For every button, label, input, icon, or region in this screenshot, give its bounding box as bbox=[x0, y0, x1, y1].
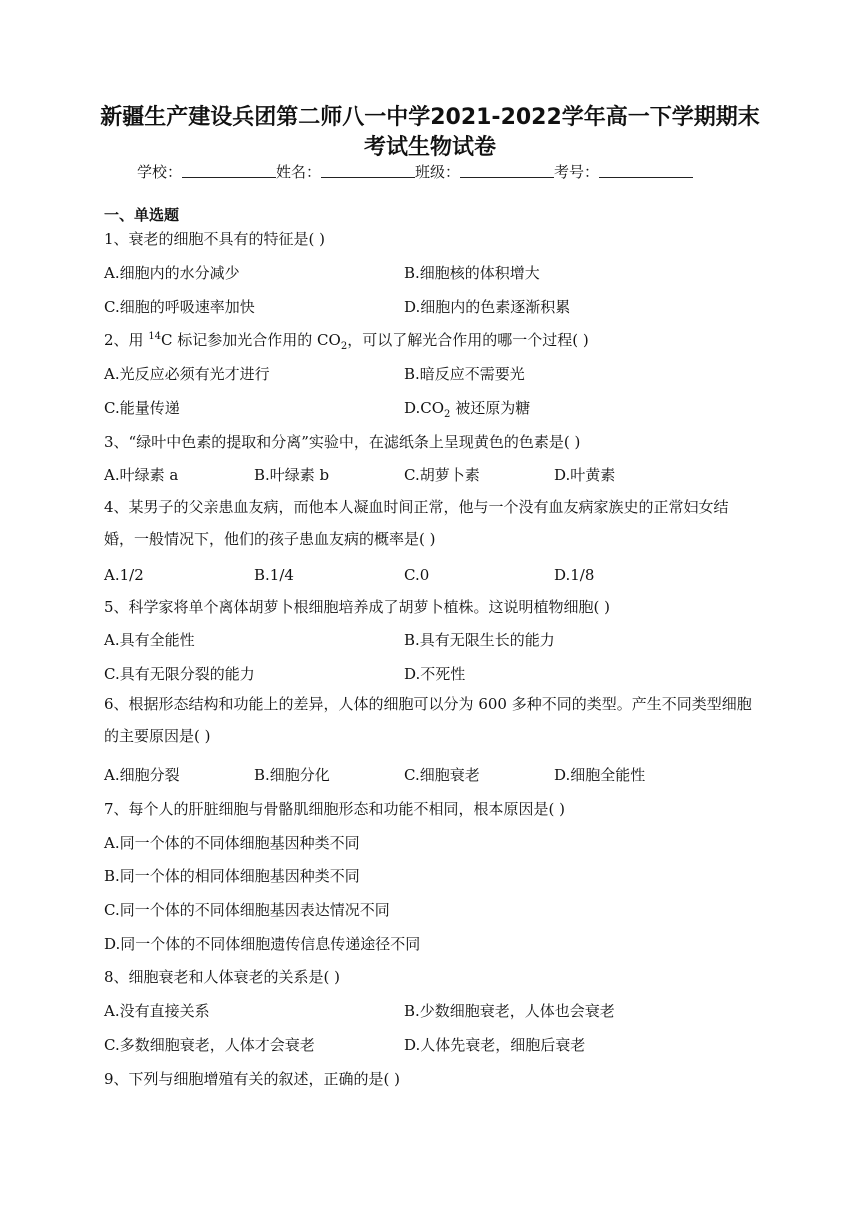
question-5-stem: 5、科学家将单个离体胡萝卜根细胞培养成了胡萝卜植株。这说明植物细胞( ) bbox=[104, 598, 611, 616]
question-1-option-a: A.细胞内的水分减少 bbox=[104, 264, 240, 282]
q2-stem-sup: 14 bbox=[148, 331, 162, 342]
question-2-option-c: C.能量传递 bbox=[104, 399, 180, 417]
question-3-option-c: C.胡萝卜素 bbox=[404, 466, 480, 484]
q2-d-post: 被还原为糖 bbox=[450, 399, 531, 417]
school-label: 学校： bbox=[137, 163, 183, 181]
question-4-option-b: B.1/4 bbox=[254, 566, 294, 584]
number-label: 考号： bbox=[554, 163, 600, 181]
question-5-option-a: A.具有全能性 bbox=[104, 631, 195, 649]
question-7-option-c: C.同一个体的不同体细胞基因表达情况不同 bbox=[104, 901, 390, 919]
question-7-option-b: B.同一个体的相同体细胞基因种类不同 bbox=[104, 867, 360, 885]
question-6-option-b: B.细胞分化 bbox=[254, 766, 330, 784]
question-9-stem: 9、下列与细胞增殖有关的叙述，正确的是( ) bbox=[104, 1070, 401, 1088]
q2-stem-sub: 2 bbox=[340, 341, 348, 352]
question-1-option-d: D.细胞内的色素逐渐积累 bbox=[404, 298, 571, 316]
q2-d-pre: D.CO bbox=[404, 399, 445, 417]
question-3-stem: 3、“绿叶中色素的提取和分离”实验中，在滤纸条上呈现黄色的色素是( ) bbox=[104, 433, 581, 451]
q2-stem-post: ，可以了解光合作用的哪一个过程( ) bbox=[347, 331, 589, 349]
question-8-option-a: A.没有直接关系 bbox=[104, 1002, 210, 1020]
question-2-option-d bbox=[404, 397, 530, 420]
class-blank[interactable] bbox=[460, 163, 554, 178]
question-1-option-b: B.细胞核的体积增大 bbox=[404, 264, 540, 282]
question-2-option-b: B.暗反应不需要光 bbox=[404, 365, 525, 383]
question-4-option-c: C.0 bbox=[404, 566, 430, 584]
class-label: 班级： bbox=[415, 163, 461, 181]
question-7-stem: 7、每个人的肝脏细胞与骨骼肌细胞形态和功能不相同，根本原因是( ) bbox=[104, 800, 566, 818]
q2-stem-pre: 2、用 bbox=[104, 331, 149, 349]
question-3-option-d: D.叶黄素 bbox=[554, 466, 616, 484]
question-7-option-a: A.同一个体的不同体细胞基因种类不同 bbox=[104, 834, 360, 852]
question-3-option-a: A.叶绿素 a bbox=[104, 466, 179, 484]
school-blank[interactable] bbox=[182, 163, 276, 178]
name-blank[interactable] bbox=[321, 163, 415, 178]
student-info-line bbox=[137, 161, 693, 182]
question-8-stem: 8、细胞衰老和人体衰老的关系是( ) bbox=[104, 968, 341, 986]
question-8-option-c: C.多数细胞衰老，人体才会衰老 bbox=[104, 1036, 315, 1054]
question-6-option-d: D.细胞全能性 bbox=[554, 766, 646, 784]
question-6-option-c: C.细胞衰老 bbox=[404, 766, 480, 784]
q2-stem-mid: C 标记参加光合作用的 CO bbox=[161, 331, 341, 349]
question-4-option-a: A.1/2 bbox=[104, 566, 144, 584]
number-blank[interactable] bbox=[599, 163, 693, 178]
question-4-option-d: D.1/8 bbox=[554, 566, 595, 584]
question-3-option-b: B.叶绿素 b bbox=[254, 466, 330, 484]
page-title: 新疆生产建设兵团第二师八一中学2021-2022学年高一下学期期末考试生物试卷 bbox=[100, 105, 760, 160]
question-7-option-d: D.同一个体的不同体细胞遗传信息传递途径不同 bbox=[104, 935, 421, 953]
question-2-option-a: A.光反应必须有光才进行 bbox=[104, 365, 270, 383]
question-8-option-b: B.少数细胞衰老，人体也会衰老 bbox=[404, 1002, 615, 1020]
question-5-option-b: B.具有无限生长的能力 bbox=[404, 631, 555, 649]
name-label: 姓名： bbox=[276, 163, 322, 181]
question-8-option-d: D.人体先衰老，细胞后衰老 bbox=[404, 1036, 586, 1054]
question-5-option-d: D.不死性 bbox=[404, 665, 466, 683]
question-1-option-c: C.细胞的呼吸速率加快 bbox=[104, 298, 255, 316]
question-4-stem: 4、某男子的父亲患血友病，而他本人凝血时间正常，他与一个没有血友病家族史的正常妇女结婚，一般情况下，他们的孩子患血友病的概率是( ) bbox=[104, 498, 729, 548]
section-heading: 一、单选题 bbox=[104, 206, 180, 224]
question-5-option-c: C.具有无限分裂的能力 bbox=[104, 665, 255, 683]
question-2-stem bbox=[104, 329, 589, 352]
question-6-option-a: A.细胞分裂 bbox=[104, 766, 180, 784]
q2-d-sub: 2 bbox=[444, 409, 451, 420]
question-6-stem: 6、根据形态结构和功能上的差异，人体的细胞可以分为 600 多种不同的类型。产生不同类型细胞的主要原因是( ) bbox=[104, 695, 752, 745]
question-1-stem: 1、衰老的细胞不具有的特征是( ) bbox=[104, 230, 326, 248]
